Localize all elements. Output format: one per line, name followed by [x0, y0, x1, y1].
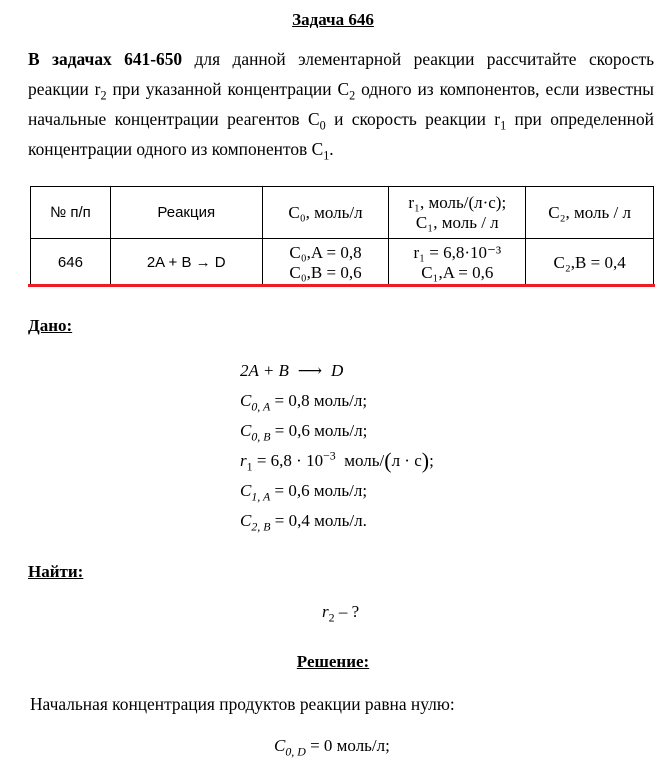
subscript: 0, D — [285, 744, 306, 759]
header-num: № п/п — [31, 187, 111, 239]
subscript: 0, B — [251, 429, 271, 444]
value: = 0,4 моль/л. — [270, 511, 367, 530]
cell-c2: C₂,B = 0,4 — [526, 239, 654, 287]
problem-title: Задача 646 — [292, 10, 374, 29]
symbol: C — [240, 391, 252, 410]
symbol: C — [240, 481, 252, 500]
reaction-left: 2A + B — [240, 361, 289, 380]
subscript: 2, B — [251, 519, 271, 534]
problem-statement — [28, 44, 654, 164]
value: = 0,6 моль/л; — [270, 421, 368, 440]
end: ; — [429, 451, 434, 470]
reaction-arrow: ⟶ — [297, 361, 323, 380]
problem-range: В задачах 641-650 — [28, 49, 183, 69]
value: = 0,8 моль/л; — [270, 391, 368, 410]
cell-c0 — [262, 239, 389, 287]
statement-sub: 2 — [100, 88, 107, 103]
given-reaction — [240, 356, 434, 386]
header-c0: C₀, моль/л — [262, 187, 389, 239]
table-header-row — [31, 187, 654, 239]
unit-inner: л · с — [391, 451, 422, 470]
statement-text: при определенной концентрации одного из компонентов C — [28, 109, 654, 159]
header-reaction: Реакция — [110, 187, 262, 239]
given-block — [240, 356, 434, 536]
statement-sub: 1 — [500, 118, 507, 133]
symbol: C — [274, 736, 286, 755]
header-r1-line1: r₁, моль/(л·с); — [408, 192, 507, 212]
given-c1a — [240, 476, 434, 506]
statement-sub: 1 — [323, 148, 330, 163]
find-heading: Найти: — [28, 562, 84, 581]
given-c0a — [240, 386, 434, 416]
subscript: 2 — [328, 610, 335, 625]
statement-text: и скорость реакции r — [325, 109, 501, 129]
cell-r1-value: r₁ = 6,8·10⁻³ — [413, 242, 502, 262]
statement-sub: 0 — [319, 118, 326, 133]
unit: моль/ — [335, 451, 385, 470]
symbol: r — [240, 451, 247, 470]
data-table — [30, 186, 654, 287]
statement-text: при указанной концентрации C — [106, 79, 350, 99]
statement-text: . — [329, 139, 334, 159]
cell-c0b: C₀,B = 0,6 — [289, 262, 362, 282]
solution-text: Начальная концентрация продуктов реакции равна нулю: — [30, 694, 455, 714]
symbol: C — [240, 511, 252, 530]
solution-heading: Решение: — [296, 652, 370, 671]
value: = 0,6 моль/л; — [270, 481, 368, 500]
find-target — [322, 602, 360, 625]
statement-text: для данной элементарной реакции рассчитайте скорость реакции r — [28, 49, 655, 99]
subscript: 1 — [246, 459, 253, 474]
cell-c0a: C₀,A = 0,8 — [289, 242, 362, 262]
cell-r1 — [389, 239, 526, 287]
value: = 0 моль/л; — [305, 736, 390, 755]
cell-reaction: 2A + B → D — [110, 239, 262, 287]
value: = 6,8 · 10 — [252, 451, 324, 470]
given-heading: Дано: — [28, 316, 73, 335]
red-underline — [28, 284, 655, 287]
question: – ? — [334, 602, 360, 621]
subscript: 1, A — [251, 489, 271, 504]
subscript: 0, A — [251, 399, 271, 414]
table-row — [31, 239, 654, 287]
cell-num: 646 — [31, 239, 111, 287]
given-c0b — [240, 416, 434, 446]
header-c2: C₂, моль / л — [526, 187, 654, 239]
header-r1 — [389, 187, 526, 239]
paren-close: ) — [421, 448, 430, 473]
symbol: C — [240, 421, 252, 440]
paren-open: ( — [384, 448, 392, 473]
statement-sub: 2 — [349, 88, 356, 103]
header-r1-line2: C₁, моль / л — [415, 212, 499, 232]
cell-c1a: C₁,A = 0,6 — [421, 262, 494, 282]
symbol: r — [322, 602, 329, 621]
exponent: −3 — [323, 448, 336, 463]
given-c2b — [240, 506, 434, 536]
reaction-right: D — [330, 361, 344, 380]
given-r1 — [240, 446, 434, 476]
statement-text: одного из компонентов, если известны начальные концентрации реагентов C — [28, 79, 654, 129]
solution-c0d — [274, 736, 390, 759]
